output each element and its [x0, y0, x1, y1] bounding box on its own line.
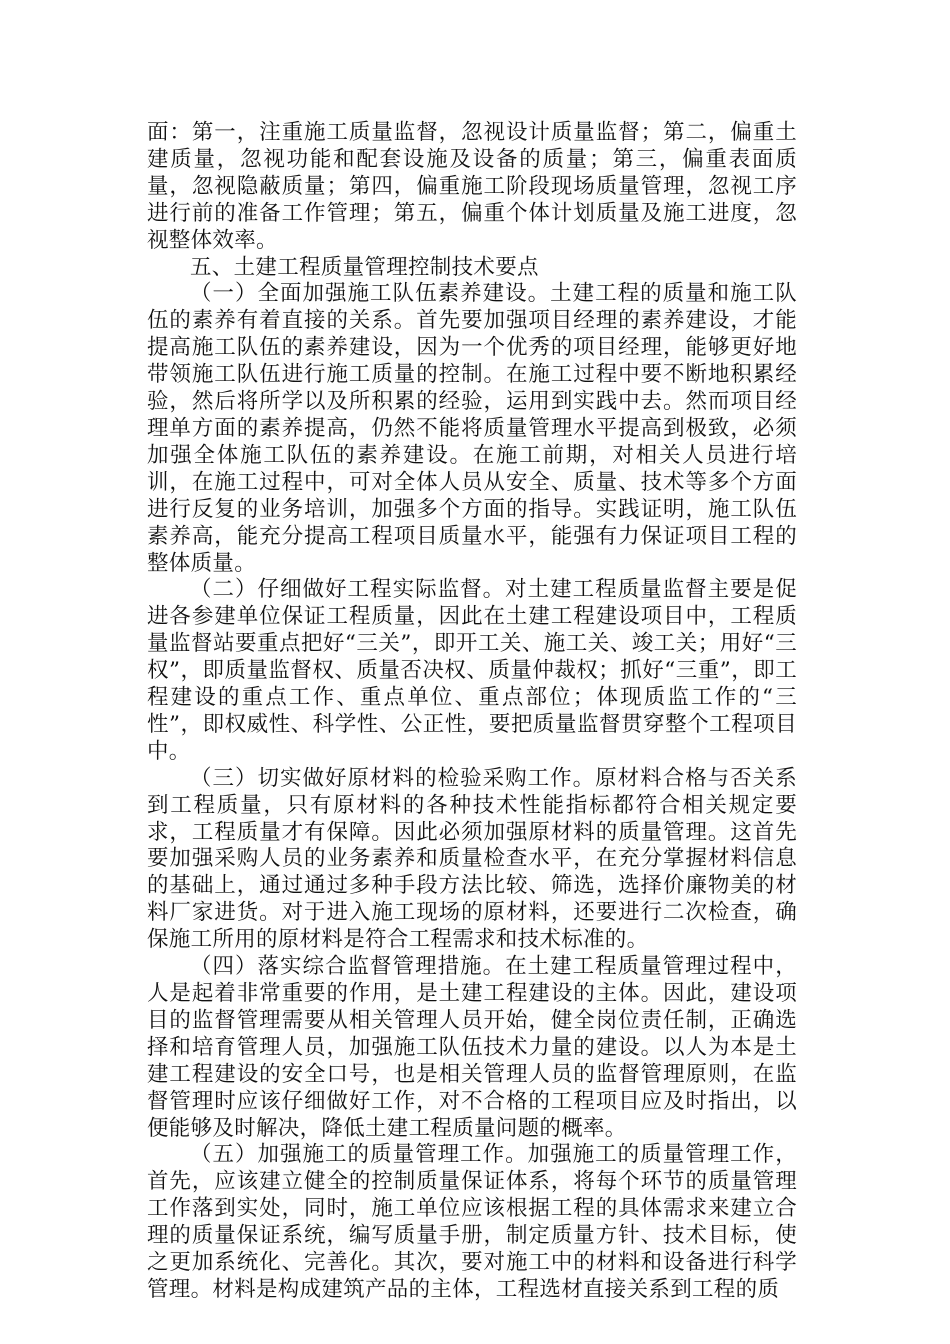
- paragraph-item-1: （一）全面加强施工队伍素养建设。土建工程的质量和施工队伍的素养有着直接的关系。首先要加强项目经理的素养建设，才能提高施工队伍的素养建设，因为一个优秀的项目经理，能够更好地带领施工队伍进行施工质量的控制。在施工过程中要不断地积累经验，然后将所学以及所积累的经验，运用到实践中去。然而项目经理单方面的素养提高，仍然不能将质量管理水平提高到极致，必须加强全体施工队伍的素养建设。在施工前期，对相关人员进行培训，在施工过程中，可对全体人员从安全、质量、技术等多个方面进行反复的业务培训，加强多个方面的指导。实践证明，施工队伍素养高，能充分提高工程项目质量水平，能强有力保证项目工程的整体质量。: [147, 281, 797, 576]
- document-body: [147, 120, 797, 1304]
- section-heading: 五、土建工程质量管理控制技术要点: [190, 254, 539, 280]
- paragraph-item-3: （三）切实做好原材料的检验采购工作。原材料合格与否关系到工程质量，只有原材料的各种技术性能指标都符合相关规定要求，工程质量才有保障。因此必须加强原材料的质量管理。这首先要加强采购人员的业务素养和质量检查水平，在充分掌握材料信息的基础上，通过通过多种手段方法比较、筛选，选择价廉物美的材料厂家进货。对于进入施工现场的原材料，还要进行二次检查，确保施工所用的原材料是符合工程需求和技术标准的。: [147, 765, 797, 953]
- paragraph-item-2: （二）仔细做好工程实际监督。对土建工程质量监督主要是促进各参建单位保证工程质量，因此在土建工程建设项目中，工程质量监督站要重点把好“三关”，即开工关、施工关、竣工关；用好“三权”，即质量监督权、质量否决权、质量仲裁权；抓好“三重”，即工程建设的重点工作、重点单位、重点部位；体现质监工作的“三性”，即权威性、科学性、公正性，要把质量监督贯穿整个工程项目中。: [147, 577, 797, 764]
- paragraph-item-5: （五）加强施工的质量管理工作。加强施工的质量管理工作，首先，应该建立健全的控制质量保证体系，将每个环节的质量管理工作落到实处，同时，施工单位应该根据工程的具体需求来建立合理的质量保证系统，编写质量手册，制定质量方针、技术目标，使之更加系统化、完善化。其次，要对施工中的材料和设备进行科学管理。材料是构成建筑产品的主体，工程选材直接关系到工程的质: [147, 1142, 797, 1302]
- paragraph-item-4: （四）落实综合监督管理措施。在土建工程质量管理过程中，人是起着非常重要的作用，是土建工程建设的主体。因此，建设项目的监督管理需要从相关管理人员开始，健全岗位责任制，正确选择和培育管理人员，加强施工队伍技术力量的建设。以人为本是土建工程建设的安全口号，也是相关管理人员的监督管理原则，在监督管理时应该仔细做好工作，对不合格的工程项目应及时指出，以便能够及时解决，降低土建工程质量问题的概率。: [147, 954, 797, 1141]
- paragraph-continuation: 面：第一，注重施工质量监督，忽视设计质量监督；第二，偏重土建质量，忽视功能和配套设施及设备的质量；第三，偏重表面质量，忽视隐蔽质量；第四，偏重施工阶段现场质量管理，忽视工序进行前的准备工作管理；第五，偏重个体计划质量及施工进度，忽视整体效率。: [147, 120, 797, 253]
